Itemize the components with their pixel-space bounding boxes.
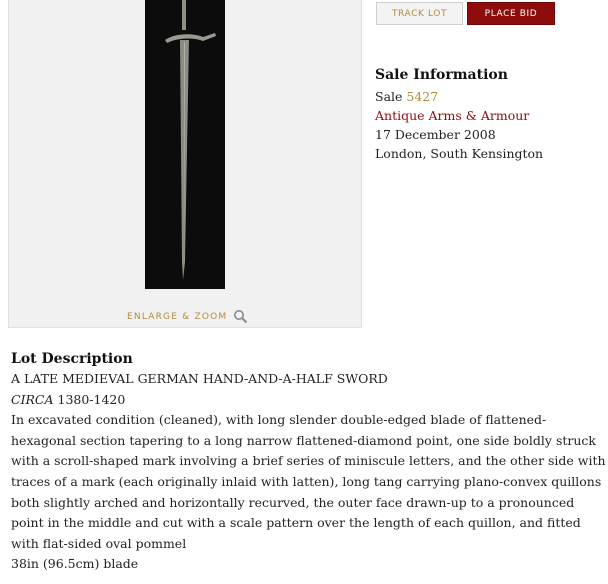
sale-date: 17 December 2008 bbox=[375, 127, 496, 142]
lot-circa bbox=[11, 390, 606, 411]
sale-information-heading: Sale Information bbox=[375, 67, 508, 83]
circa-label: CIRCA bbox=[11, 391, 54, 407]
lot-title: A LATE MEDIEVAL GERMAN HAND-AND-A-HALF SWORD bbox=[11, 371, 388, 386]
enlarge-zoom-label: ENLARGE & ZOOM bbox=[127, 311, 228, 322]
sword-image bbox=[145, 0, 225, 289]
lot-image-panel bbox=[8, 0, 362, 328]
sale-name-link[interactable]: Antique Arms & Armour bbox=[375, 108, 530, 123]
magnifier-icon bbox=[233, 309, 248, 324]
sale-number-line bbox=[375, 87, 543, 106]
circa-dates: 1380-1420 bbox=[53, 391, 126, 407]
sale-information bbox=[375, 66, 543, 163]
sword-photo[interactable] bbox=[145, 0, 225, 289]
sale-prefix: Sale bbox=[375, 89, 407, 104]
lot-description-heading: Lot Description bbox=[11, 351, 133, 367]
lot-description bbox=[11, 349, 606, 575]
enlarge-zoom-link[interactable] bbox=[127, 309, 248, 324]
place-bid-button[interactable]: PLACE BID bbox=[467, 2, 555, 25]
lot-measurement: 38in (96.5cm) blade bbox=[11, 556, 139, 572]
lot-body-text: In excavated condition (cleaned), with long slender double-edged blade of flattened-hexagonal section tapering to a long narrow flattened-diamond point, one side boldly struck with a scroll-shaped mark involving a brief series of miniscule letters, and the other side with traces of a mark (each originally inlaid with latten), long tang carrying plano-convex quillons both slightly arched and horizontally recurved, the outer face drawn-up to a pronounced point in the middle and cut with a scale pattern over the length of each quillon, and fitted with flat-sided oval pommel bbox=[11, 412, 606, 551]
sale-location: London, South Kensington bbox=[375, 146, 544, 161]
track-lot-button[interactable]: TRACK LOT bbox=[376, 2, 463, 25]
sale-number-link[interactable]: 5427 bbox=[406, 89, 439, 104]
